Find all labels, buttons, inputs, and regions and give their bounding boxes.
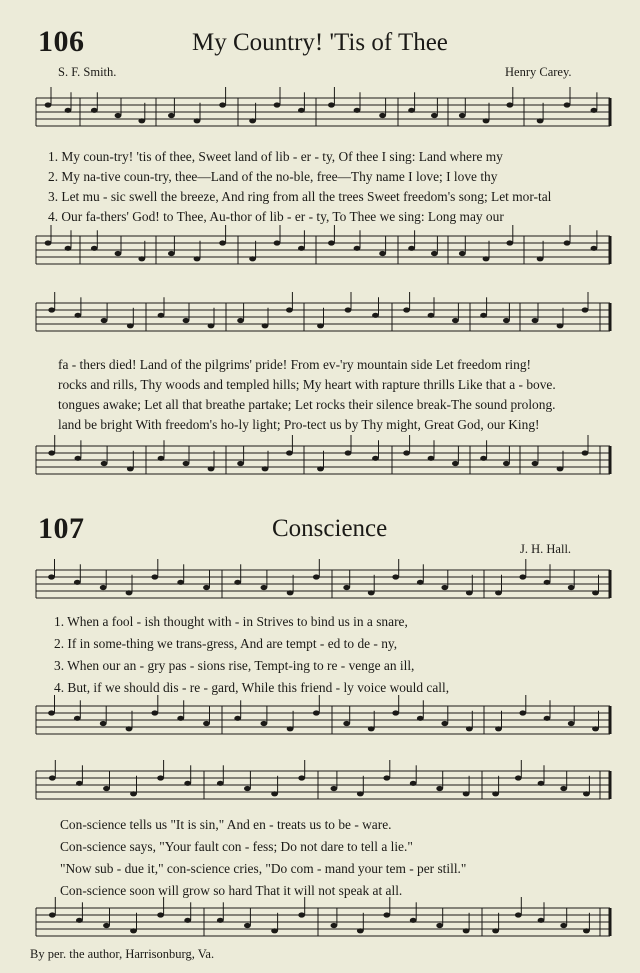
note-head [237,318,244,323]
note-head [65,108,72,113]
note-head [583,791,590,796]
note-head [100,585,107,590]
note-head [138,118,145,123]
hymn-106-verse-1-line-1: 1. My coun-try! 'tis of thee, Sweet land of lib - er - ty, Of thee I sing: Land where my [48,149,503,164]
note-head [331,923,338,928]
note-head [74,716,81,721]
note-head [287,726,294,731]
note-head [379,251,386,256]
hymn-106-music-credit: Henry Carey. [505,65,572,79]
note-head [557,466,564,471]
note-head [91,246,98,251]
hymn-107-verse-1-line-2: Con-science tells us "It is sin," And en - treats us to be - ware. [60,817,392,832]
note-head [459,251,466,256]
note-head [392,574,399,579]
note-head [219,240,226,245]
note-head [271,791,278,796]
note-head [103,923,110,928]
hymn-106-system-1-bass-staff [0,228,640,288]
hymn-107-system-1-lyrics [54,615,449,694]
note-head [428,313,435,318]
note-head [431,251,438,256]
note-head [463,928,470,933]
hymn-106-system-2-lyrics [58,358,556,431]
note-head [343,585,350,590]
note-head [428,456,435,461]
note-head [379,113,386,118]
note-head [219,102,226,107]
hymn-number-106: 106 [38,25,85,58]
note-head [343,721,350,726]
hymn-title-106: My Country! 'Tis of Thee [192,29,448,56]
hymn-107-verse-3-line-2: "Now sub - due it," con-science cries, "Do com - mand your tem - per still." [60,860,467,876]
note-head [345,450,352,455]
note-head [436,923,443,928]
note-head [515,912,522,917]
note-head [436,786,443,791]
note-head [286,307,293,312]
note-head [441,721,448,726]
note-head [557,323,564,328]
note-head [403,307,410,312]
note-head [130,791,137,796]
note-head [441,585,448,590]
note-head [372,456,379,461]
note-head [328,102,335,107]
note-head [544,580,551,585]
note-head [274,240,281,245]
note-head [383,775,390,780]
note-head [560,786,567,791]
note-head [91,108,98,113]
hymn-106-verse-4-line-1: 4. Our fa-thers' God! to Thee, Au-thor of lib - er - ty, To Thee we sing: Long may our [48,208,504,224]
note-head [592,726,599,731]
note-head [203,721,210,726]
footer-permission-note: By per. the author, Harrisonburg, Va. [30,947,215,961]
note-head [515,775,522,780]
note-head [431,113,438,118]
note-head [313,710,320,715]
note-head [261,721,268,726]
note-head [564,240,571,245]
note-head [383,912,390,917]
note-head [408,108,415,113]
note-head [244,923,251,928]
note-head [249,118,256,123]
note-head [203,585,210,590]
note-head [317,466,324,471]
note-head [495,726,502,731]
note-head [544,716,551,721]
note-head [538,918,545,923]
hymn-106-words-credit: S. F. Smith. [58,65,117,79]
note-head [48,450,55,455]
hymn-107-system-1-treble-staff [0,562,640,612]
note-head [130,928,137,933]
note-head [483,256,490,261]
note-head [74,580,81,585]
note-head [568,721,575,726]
note-head [591,246,598,251]
hymn-106-verse-2-line-1: 2. My na-tive coun-try, thee—Land of the no-ble, free—Thy name I love; I love thy [48,168,498,184]
hymn-106-verse-2-line-2: rocks and rills, Thy woods and templed hills; My heart with rapture thrills Like that a - bove. [58,376,556,392]
note-head [452,318,459,323]
hymn-107-system-2-lyrics [60,818,466,897]
note-head [287,590,294,595]
hymn-106-system-1-treble-staff [0,90,640,150]
note-head [208,466,215,471]
note-head [48,574,55,579]
note-head [100,721,107,726]
note-head [101,318,108,323]
note-head [354,108,361,113]
note-head [452,461,459,466]
note-head [392,710,399,715]
note-head [262,323,269,328]
note-head [532,318,539,323]
note-head [560,923,567,928]
hymn-107-system-2-bass-staff [0,900,640,950]
note-head [408,246,415,251]
hymn-107-verse-4-line-1: 4. But, if we should dis - re - gard, While this friend - ly voice would call, [54,679,450,695]
note-head [157,912,164,917]
note-head [564,102,571,107]
note-head [492,928,499,933]
hymn-number-107: 107 [38,512,85,545]
note-head [234,580,241,585]
hymn-106-system-1-lyrics [48,150,551,223]
note-head [463,791,470,796]
note-head [194,256,201,261]
hymn-106-system-2-treble-staff [0,295,640,355]
note-head [483,118,490,123]
note-head [591,108,598,113]
hymn-106-verse-3-line-2: tongues awake; Let all that breathe partake; Let rocks their silence break-The sound prolong. [58,396,556,412]
note-head [298,246,305,251]
note-head [49,775,56,780]
note-head [271,928,278,933]
note-head [103,786,110,791]
note-head [75,456,82,461]
note-head [503,318,510,323]
note-head [480,313,487,318]
note-head [76,918,83,923]
note-head [519,710,526,715]
note-head [208,323,215,328]
hymn-107-system-2-treble-staff [0,763,640,813]
note-head [183,461,190,466]
note-head [126,590,133,595]
note-head [48,307,55,312]
note-head [417,580,424,585]
note-head [177,580,184,585]
note-head [345,307,352,312]
note-head [158,456,165,461]
note-head [184,918,191,923]
note-head [183,318,190,323]
note-head [115,251,122,256]
hymn-106-verse-3-line-1: 3. Let mu - sic swell the breeze, And ring from all the trees Sweet freedom's song; Let mor-tal [48,188,552,204]
note-head [48,710,55,715]
note-head [368,590,375,595]
note-head [151,710,158,715]
note-head [537,118,544,123]
note-head [537,256,544,261]
note-head [298,912,305,917]
note-head [354,246,361,251]
note-head [127,323,134,328]
note-head [298,775,305,780]
note-head [506,102,513,107]
note-head [357,791,364,796]
note-head [417,716,424,721]
note-head [403,450,410,455]
note-head [49,912,56,917]
note-head [75,313,82,318]
note-head [138,256,145,261]
note-head [492,791,499,796]
note-head [582,450,589,455]
note-head [237,461,244,466]
note-head [286,450,293,455]
note-head [328,240,335,245]
note-head [459,113,466,118]
note-head [519,574,526,579]
note-head [217,918,224,923]
note-head [480,456,487,461]
note-head [298,108,305,113]
note-head [506,240,513,245]
note-head [538,781,545,786]
note-head [234,716,241,721]
note-head [194,118,201,123]
note-head [582,307,589,312]
hymn-107-verse-2-line-1: 2. If in some-thing we trans-gress, And are tempt - ed to de - ny, [54,635,398,651]
note-head [76,781,83,786]
note-head [168,251,175,256]
note-head [45,240,52,245]
note-head [65,246,72,251]
note-head [592,590,599,595]
note-head [249,256,256,261]
note-head [583,928,590,933]
note-head [261,585,268,590]
note-head [466,590,473,595]
note-head [126,726,133,731]
hymn-106-system-2-bass-staff [0,438,640,498]
note-head [357,928,364,933]
hymn-106-verse-1-line-2: fa - thers died! Land of the pilgrims' pride! From ev-'ry mountain side Let freedom ring! [58,357,531,372]
note-head [274,102,281,107]
note-head [168,113,175,118]
hymn-107-verse-2-line-2: Con-science says, "Your fault con - fess; Do not dare to tell a lie." [60,838,413,854]
note-head [45,102,52,107]
note-head [313,574,320,579]
note-head [217,781,224,786]
note-head [244,786,251,791]
note-head [568,585,575,590]
note-head [157,775,164,780]
note-head [532,461,539,466]
note-head [495,590,502,595]
hymn-106-verse-4-line-2: land be bright With freedom's ho-ly light; Pro-tect us by Thy might, Great God, our King! [58,416,540,432]
hymn-title-107: Conscience [272,515,388,542]
note-head [101,461,108,466]
note-head [184,781,191,786]
hymn-107-system-1-bass-staff [0,698,640,748]
note-head [127,466,134,471]
note-head [503,461,510,466]
note-head [331,786,338,791]
note-head [177,716,184,721]
hymn-107-verse-1-line-1: 1. When a fool - ish thought with - in Strives to bind us in a snare, [54,614,408,629]
hymn-107-music-credit: J. H. Hall. [520,542,572,556]
note-head [115,113,122,118]
note-head [317,323,324,328]
hymn-107-verse-4-line-2: Con-science soon will grow so hard That it will not speak at all. [60,882,403,898]
hymn-107-verse-3-line-1: 3. When our an - gry pas - sions rise, Tempt-ing to re - venge an ill, [54,657,415,673]
note-head [372,313,379,318]
note-head [410,781,417,786]
note-head [158,313,165,318]
note-head [466,726,473,731]
note-head [151,574,158,579]
note-head [368,726,375,731]
note-head [410,918,417,923]
note-head [262,466,269,471]
